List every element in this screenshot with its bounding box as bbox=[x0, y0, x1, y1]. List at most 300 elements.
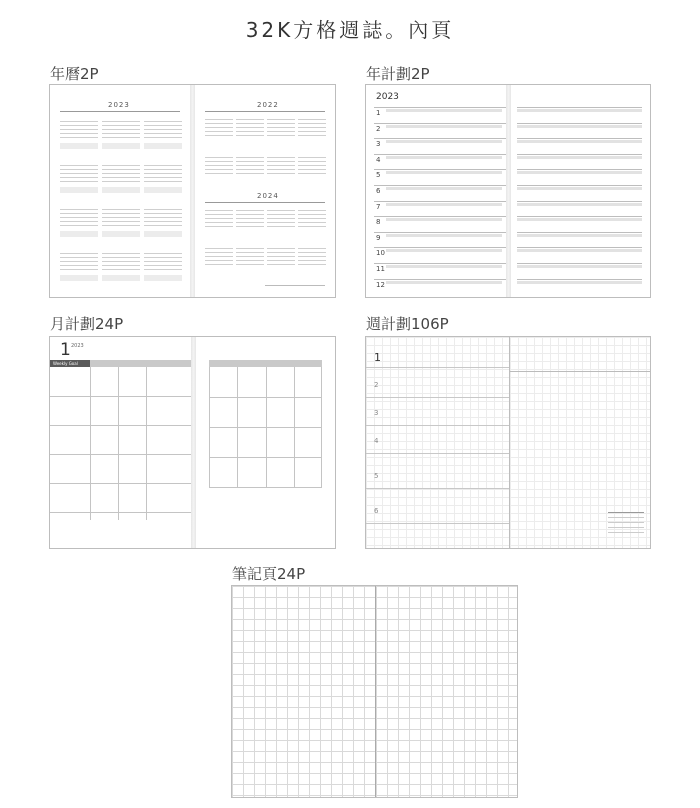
month-plan-col-rule bbox=[294, 367, 295, 488]
mini-month-line bbox=[144, 221, 182, 222]
mini-month-line bbox=[144, 125, 182, 126]
week-plan-left-page bbox=[366, 337, 509, 548]
year-plan-month-number: 2 bbox=[376, 124, 381, 133]
mini-month-line bbox=[298, 226, 326, 227]
month-plan-goal-label: Weekly Goal bbox=[53, 361, 78, 366]
year-plan-month-number: 10 bbox=[376, 249, 385, 258]
mini-month-memo bbox=[60, 231, 98, 237]
mini-month-line bbox=[298, 248, 326, 249]
mini-month bbox=[205, 244, 233, 276]
mini-month-line bbox=[267, 226, 295, 227]
mini-month-line bbox=[102, 121, 140, 122]
year-plan-spread bbox=[365, 84, 651, 298]
year-plan-row-rule bbox=[517, 123, 642, 124]
mini-month bbox=[236, 244, 264, 276]
week-plan-day-number: 1 bbox=[374, 351, 381, 364]
year-plan-day-strip bbox=[517, 265, 642, 268]
week-plan-day-rule bbox=[510, 371, 650, 372]
year-plan-day-strip bbox=[517, 171, 642, 174]
month-plan-month: 1 bbox=[60, 340, 71, 360]
year-plan-row-rule bbox=[374, 263, 506, 264]
mini-month-line bbox=[205, 256, 233, 257]
mini-month-line bbox=[144, 225, 182, 226]
mini-month-line bbox=[60, 221, 98, 222]
mini-month bbox=[298, 115, 326, 147]
mini-month-line bbox=[236, 127, 264, 128]
mini-month-line bbox=[236, 131, 264, 132]
month-plan-calendar-right bbox=[209, 367, 322, 488]
mini-month-line bbox=[298, 260, 326, 261]
mini-month-line bbox=[205, 169, 233, 170]
mini-month-line bbox=[60, 181, 98, 182]
month-plan-header-bar bbox=[209, 360, 322, 367]
mini-month-line bbox=[205, 131, 233, 132]
mini-month-line bbox=[144, 261, 182, 262]
mini-month bbox=[267, 115, 295, 147]
mini-month-line bbox=[298, 161, 326, 162]
mini-month bbox=[298, 206, 326, 238]
mini-month-memo bbox=[60, 143, 98, 149]
week-plan-day-number: 2 bbox=[374, 381, 379, 389]
mini-month-line bbox=[144, 165, 182, 166]
mini-month bbox=[236, 206, 264, 238]
mini-month-line bbox=[205, 210, 233, 211]
mini-month bbox=[60, 205, 98, 243]
week-plan-day-rule bbox=[366, 523, 509, 524]
mini-month-line bbox=[267, 131, 295, 132]
mini-month-line bbox=[144, 177, 182, 178]
mini-month-line bbox=[298, 119, 326, 120]
mini-month-memo bbox=[102, 143, 140, 149]
year-calendar-right-page bbox=[195, 85, 335, 297]
mini-month-line bbox=[144, 133, 182, 134]
mini-month-line bbox=[298, 173, 326, 174]
mini-month-line bbox=[60, 177, 98, 178]
mini-month bbox=[60, 249, 98, 287]
mini-month-memo bbox=[60, 275, 98, 281]
mini-month-line bbox=[267, 210, 295, 211]
year-plan-month-number: 12 bbox=[376, 280, 385, 289]
mini-month-line bbox=[267, 165, 295, 166]
year-plan-day-strip bbox=[386, 203, 502, 206]
mini-month-line bbox=[205, 260, 233, 261]
month-plan-label: 月計劃24P bbox=[50, 315, 124, 333]
mini-month-line bbox=[144, 137, 182, 138]
mini-month-line bbox=[267, 119, 295, 120]
month-plan-col-rule bbox=[118, 367, 119, 520]
month-plan-spread bbox=[49, 336, 336, 549]
mini-month-memo bbox=[102, 187, 140, 193]
week-plan-day-rule bbox=[366, 488, 509, 489]
year-plan-left-page bbox=[366, 85, 506, 297]
mini-month-line bbox=[298, 256, 326, 257]
mini-month-line bbox=[60, 121, 98, 122]
mini-month-line bbox=[205, 161, 233, 162]
mini-month-line bbox=[236, 248, 264, 249]
year-plan-day-strip bbox=[517, 203, 642, 206]
year-plan-day-strip bbox=[386, 109, 502, 112]
mini-month-line bbox=[60, 209, 98, 210]
mini-month-line bbox=[236, 256, 264, 257]
mini-month-line bbox=[236, 252, 264, 253]
mini-month-line bbox=[144, 169, 182, 170]
notes-right-page bbox=[376, 586, 517, 797]
year-plan-day-strip bbox=[517, 140, 642, 143]
mini-month-line bbox=[298, 131, 326, 132]
year-plan-row-rule bbox=[517, 138, 642, 139]
mini-month bbox=[205, 115, 233, 147]
month-plan-col-rule bbox=[146, 367, 147, 520]
mini-month bbox=[144, 161, 182, 199]
month-plan-calendar-left bbox=[50, 367, 191, 520]
mini-month-line bbox=[144, 257, 182, 258]
mini-month-line bbox=[298, 123, 326, 124]
year-plan-month-number: 8 bbox=[376, 218, 381, 227]
mini-month-line bbox=[298, 135, 326, 136]
year-calendar-label: 年曆2P bbox=[50, 65, 99, 83]
year-calendar-rule bbox=[205, 202, 325, 203]
mini-month-line bbox=[205, 214, 233, 215]
mini-month-line bbox=[60, 253, 98, 254]
mini-month-line bbox=[236, 157, 264, 158]
mini-month-line bbox=[60, 137, 98, 138]
mini-month-line bbox=[298, 218, 326, 219]
year-plan-row-rule bbox=[374, 279, 506, 280]
mini-month-line bbox=[60, 225, 98, 226]
year-plan-day-strip bbox=[517, 109, 642, 112]
mini-month-line bbox=[298, 264, 326, 265]
year-plan-row-rule bbox=[374, 216, 506, 217]
week-plan-mini-calendar bbox=[608, 509, 644, 537]
year-plan-day-strip bbox=[517, 187, 642, 190]
mini-month bbox=[60, 117, 98, 155]
year-plan-day-strip bbox=[517, 281, 642, 284]
year-plan-row-rule bbox=[517, 185, 642, 186]
notes-left-page bbox=[232, 586, 375, 797]
mini-month-line bbox=[267, 248, 295, 249]
year-plan-row-rule bbox=[517, 216, 642, 217]
mini-month bbox=[236, 115, 264, 147]
mini-month-line bbox=[102, 225, 140, 226]
mini-month-line bbox=[144, 173, 182, 174]
mini-month-line bbox=[267, 123, 295, 124]
notes-label: 筆記頁24P bbox=[232, 565, 306, 583]
mini-month-line bbox=[102, 265, 140, 266]
mini-month-line bbox=[102, 257, 140, 258]
mini-month-line bbox=[267, 252, 295, 253]
week-plan-day-number: 4 bbox=[374, 437, 379, 445]
mini-month-line bbox=[236, 222, 264, 223]
mini-month-line bbox=[102, 269, 140, 270]
mini-month-line bbox=[102, 137, 140, 138]
mini-month-line bbox=[144, 129, 182, 130]
year-plan-day-strip bbox=[517, 156, 642, 159]
month-plan-goal-tag bbox=[50, 360, 90, 367]
mini-month-line bbox=[60, 169, 98, 170]
mini-month bbox=[298, 153, 326, 185]
mini-month-line bbox=[236, 264, 264, 265]
mini-month-line bbox=[298, 214, 326, 215]
month-plan-row-rule bbox=[50, 425, 191, 426]
year-plan-row-rule bbox=[374, 247, 506, 248]
mini-month-line bbox=[236, 210, 264, 211]
mini-month-line bbox=[236, 123, 264, 124]
mini-month-line bbox=[298, 222, 326, 223]
mini-month bbox=[60, 161, 98, 199]
mini-month bbox=[267, 206, 295, 238]
month-plan-row-rule bbox=[50, 483, 191, 484]
mini-month-line bbox=[236, 119, 264, 120]
mini-month-line bbox=[236, 214, 264, 215]
mini-month bbox=[298, 244, 326, 276]
mini-month-line bbox=[236, 165, 264, 166]
year-plan-row-rule bbox=[517, 107, 642, 108]
year-plan-day-strip bbox=[386, 140, 502, 143]
month-plan-col-rule bbox=[209, 367, 210, 488]
mini-month-line bbox=[60, 165, 98, 166]
mini-month-line bbox=[298, 127, 326, 128]
year-plan-row-rule bbox=[374, 107, 506, 108]
mini-month-line bbox=[205, 127, 233, 128]
mini-month bbox=[205, 153, 233, 185]
mini-month-line bbox=[102, 133, 140, 134]
month-plan-col-rule bbox=[321, 367, 322, 488]
mini-month-line bbox=[102, 209, 140, 210]
week-plan-spread bbox=[365, 336, 651, 549]
mini-month-line bbox=[102, 221, 140, 222]
mini-month-line bbox=[60, 265, 98, 266]
mini-month-line bbox=[236, 226, 264, 227]
month-plan-right-page bbox=[196, 337, 335, 548]
year-plan-day-strip bbox=[386, 265, 502, 268]
mini-month-line bbox=[60, 173, 98, 174]
mini-month-line bbox=[267, 135, 295, 136]
notes-spread bbox=[231, 585, 518, 798]
mini-month-line bbox=[236, 218, 264, 219]
mini-month-line bbox=[60, 269, 98, 270]
page-title: 32K方格週誌。內頁 bbox=[245, 18, 455, 42]
mini-month-line bbox=[144, 265, 182, 266]
mini-month-line bbox=[60, 213, 98, 214]
mini-month-line bbox=[267, 256, 295, 257]
year-calendar-year-c: 2024 bbox=[257, 192, 279, 200]
mini-month-line bbox=[144, 181, 182, 182]
mini-month bbox=[102, 205, 140, 243]
mini-month-line bbox=[144, 213, 182, 214]
week-plan-day-rule bbox=[366, 453, 509, 454]
year-plan-row-rule bbox=[374, 123, 506, 124]
year-calendar-year-b: 2022 bbox=[257, 101, 279, 109]
mini-month-line bbox=[102, 129, 140, 130]
mini-month-line bbox=[60, 133, 98, 134]
year-plan-row-rule bbox=[517, 232, 642, 233]
week-plan-right-page bbox=[510, 337, 650, 548]
mini-month-line bbox=[205, 252, 233, 253]
mini-month-line bbox=[144, 209, 182, 210]
mini-month-line bbox=[298, 157, 326, 158]
year-plan-day-strip bbox=[517, 249, 642, 252]
mini-month-line bbox=[236, 161, 264, 162]
mini-month-memo bbox=[102, 231, 140, 237]
month-plan-col-rule bbox=[90, 367, 91, 520]
mini-month-line bbox=[102, 217, 140, 218]
mini-month bbox=[102, 117, 140, 155]
year-plan-right-page bbox=[511, 85, 650, 297]
week-plan-label: 週計劃106P bbox=[366, 315, 449, 333]
year-plan-day-strip bbox=[386, 187, 502, 190]
year-plan-row-rule bbox=[374, 185, 506, 186]
mini-month bbox=[144, 205, 182, 243]
month-plan-row-rule bbox=[50, 512, 191, 513]
year-plan-row-rule bbox=[517, 263, 642, 264]
mini-month-line bbox=[205, 135, 233, 136]
mini-month-line bbox=[205, 248, 233, 249]
year-calendar-footer-rule bbox=[265, 285, 325, 286]
mini-month-line bbox=[236, 173, 264, 174]
mini-month-line bbox=[144, 121, 182, 122]
mini-month-line bbox=[267, 161, 295, 162]
year-plan-label: 年計劃2P bbox=[366, 65, 430, 83]
mini-month-line bbox=[298, 165, 326, 166]
mini-month-line bbox=[267, 169, 295, 170]
year-plan-day-strip bbox=[386, 171, 502, 174]
month-plan-row-rule bbox=[209, 487, 322, 488]
mini-month bbox=[267, 153, 295, 185]
mini-month-line bbox=[60, 217, 98, 218]
mini-month-line bbox=[60, 129, 98, 130]
year-plan-row-rule bbox=[374, 232, 506, 233]
mini-month bbox=[205, 206, 233, 238]
mini-month-line bbox=[267, 127, 295, 128]
month-plan-row-rule bbox=[50, 454, 191, 455]
mini-month-line bbox=[102, 169, 140, 170]
month-plan-col-rule bbox=[237, 367, 238, 488]
year-plan-day-strip bbox=[517, 218, 642, 221]
month-plan-row-rule bbox=[50, 396, 191, 397]
year-plan-row-rule bbox=[517, 279, 642, 280]
year-plan-day-strip bbox=[517, 125, 642, 128]
year-plan-day-strip bbox=[386, 125, 502, 128]
year-calendar-spread bbox=[49, 84, 336, 298]
mini-month-line bbox=[102, 261, 140, 262]
month-plan-col-rule bbox=[266, 367, 267, 488]
mini-month-line bbox=[236, 169, 264, 170]
mini-month-line bbox=[267, 222, 295, 223]
mini-month-line bbox=[60, 261, 98, 262]
mini-month-line bbox=[205, 119, 233, 120]
year-plan-month-number: 6 bbox=[376, 187, 381, 195]
year-plan-row-rule bbox=[374, 169, 506, 170]
year-plan-day-strip bbox=[386, 281, 502, 284]
year-plan-month-number: 5 bbox=[376, 171, 381, 180]
mini-month-line bbox=[236, 135, 264, 136]
mini-month-line bbox=[60, 125, 98, 126]
mini-month-line bbox=[205, 264, 233, 265]
mini-month bbox=[144, 117, 182, 155]
year-plan-row-rule bbox=[374, 201, 506, 202]
mini-month-line bbox=[267, 214, 295, 215]
year-calendar-rule bbox=[60, 111, 180, 112]
mini-month-line bbox=[102, 125, 140, 126]
year-plan-day-strip bbox=[386, 156, 502, 159]
mini-month-line bbox=[102, 165, 140, 166]
mini-month-line bbox=[102, 173, 140, 174]
year-plan-month-number: 3 bbox=[376, 140, 381, 149]
mini-month-line bbox=[144, 269, 182, 270]
year-plan-day-strip bbox=[517, 234, 642, 237]
month-plan-year: 2023 bbox=[71, 343, 84, 349]
year-plan-row-rule bbox=[517, 247, 642, 248]
month-plan-left-page bbox=[50, 337, 191, 548]
mini-month-line bbox=[267, 173, 295, 174]
mini-month-memo bbox=[60, 187, 98, 193]
mini-month-line bbox=[205, 123, 233, 124]
mini-month-line bbox=[267, 260, 295, 261]
mini-month-memo bbox=[102, 275, 140, 281]
mini-month-line bbox=[298, 210, 326, 211]
year-plan-month-number: 9 bbox=[376, 233, 381, 242]
year-plan-row-rule bbox=[374, 154, 506, 155]
year-plan-row-rule bbox=[374, 138, 506, 139]
mini-month-line bbox=[205, 226, 233, 227]
year-plan-day-strip bbox=[386, 218, 502, 221]
mini-month bbox=[236, 153, 264, 185]
year-plan-day-strip bbox=[386, 234, 502, 237]
year-plan-month-number: 7 bbox=[376, 202, 381, 211]
mini-month-line bbox=[267, 264, 295, 265]
mini-month-memo bbox=[144, 231, 182, 237]
mini-month-line bbox=[298, 169, 326, 170]
mini-month bbox=[102, 249, 140, 287]
week-plan-day-number: 3 bbox=[374, 409, 379, 417]
mini-month-line bbox=[267, 157, 295, 158]
year-calendar-rule bbox=[205, 111, 325, 112]
week-plan-day-number: 6 bbox=[374, 507, 379, 515]
mini-month-line bbox=[205, 218, 233, 219]
year-plan-day-strip bbox=[386, 249, 502, 252]
mini-month-line bbox=[205, 173, 233, 174]
week-plan-day-rule bbox=[366, 425, 509, 426]
year-calendar-left-page bbox=[50, 85, 190, 297]
mini-month-line bbox=[298, 252, 326, 253]
year-plan-year: 2023 bbox=[376, 92, 399, 102]
week-plan-day-rule bbox=[366, 397, 509, 398]
mini-month-line bbox=[102, 213, 140, 214]
year-plan-month-number: 1 bbox=[376, 109, 381, 117]
mini-month-memo bbox=[144, 187, 182, 193]
mini-month-line bbox=[236, 260, 264, 261]
mini-month-line bbox=[205, 157, 233, 158]
year-plan-row-rule bbox=[517, 169, 642, 170]
mini-month-line bbox=[60, 257, 98, 258]
mini-month-line bbox=[144, 217, 182, 218]
mini-month-line bbox=[205, 165, 233, 166]
year-calendar-year-a: 2023 bbox=[108, 101, 130, 109]
year-plan-row-rule bbox=[517, 201, 642, 202]
mini-month-memo bbox=[144, 143, 182, 149]
year-plan-month-number: 4 bbox=[376, 155, 381, 164]
mini-month-line bbox=[102, 181, 140, 182]
year-plan-month-number: 11 bbox=[376, 265, 385, 273]
mini-month-memo bbox=[144, 275, 182, 281]
week-plan-day-number: 5 bbox=[374, 472, 379, 480]
mini-month bbox=[102, 161, 140, 199]
year-plan-row-rule bbox=[517, 154, 642, 155]
mini-month-line bbox=[144, 253, 182, 254]
mini-month-line bbox=[102, 177, 140, 178]
mini-month bbox=[144, 249, 182, 287]
mini-month bbox=[267, 244, 295, 276]
